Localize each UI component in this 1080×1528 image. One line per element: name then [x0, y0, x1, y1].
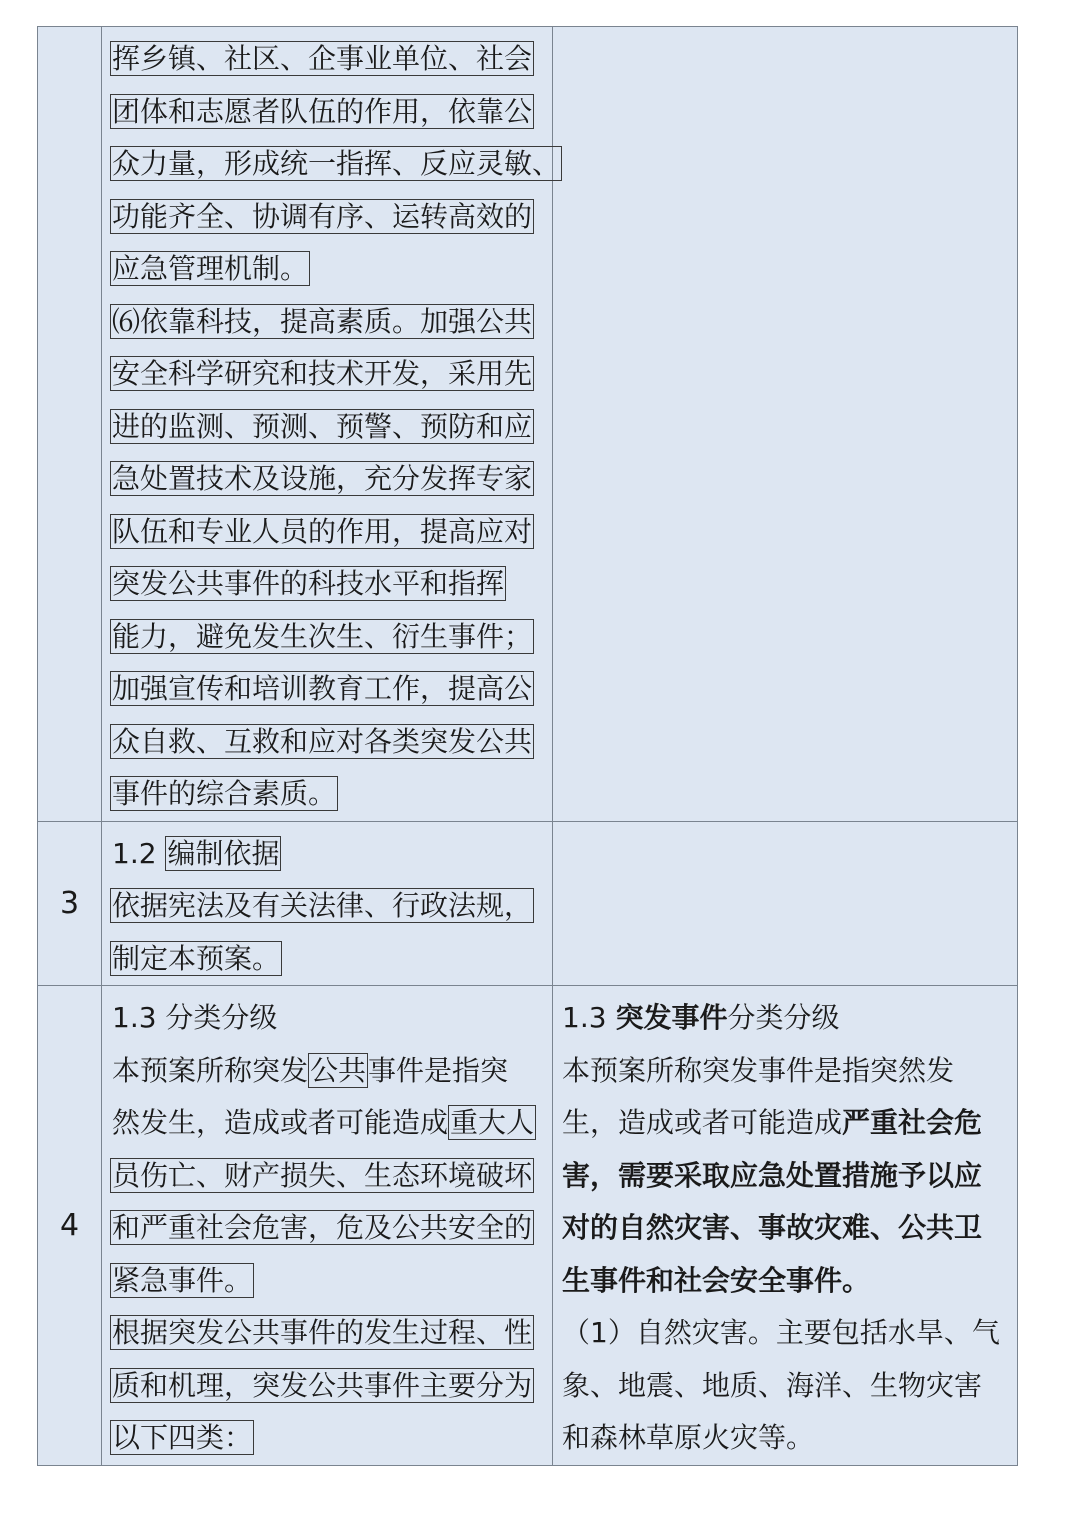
old-text-line: 制定本预案。	[112, 941, 281, 975]
new-text-line: 对的自然灾害、事故灾难、公共卫	[562, 1211, 983, 1244]
table-row	[38, 27, 1018, 822]
new-text-line: 和森林草原火灾等。	[562, 1421, 815, 1454]
new-text-cell	[553, 986, 1018, 1466]
table-row	[38, 986, 1018, 1466]
row-number-cell: 4	[38, 986, 102, 1466]
old-text-line: 根据突发公共事件的发生过程、性	[112, 1316, 533, 1349]
old-text-line: 团体和志愿者队伍的作用，依靠公	[112, 94, 533, 128]
old-text-line: 应急管理机制。	[112, 252, 309, 285]
row-number-cell	[38, 27, 102, 822]
old-heading: 1.2 编制依据	[112, 836, 280, 870]
new-text-line: （1）自然灾害。主要包括水旱、气	[562, 1316, 1000, 1349]
comparison-table	[37, 26, 1018, 1466]
old-text-line: 本预案所称突发公共事件是指突	[112, 1053, 509, 1087]
old-text-line: 众力量，形成统一指挥、反应灵敏、	[112, 147, 561, 180]
old-text-line: 和严重社会危害，危及公共安全的	[112, 1211, 533, 1244]
new-text-line: 生，造成或者可能造成严重社会危	[562, 1106, 983, 1139]
old-text-line: 能力，避免发生次生、衍生事件；	[112, 619, 533, 653]
new-text-cell	[553, 27, 1018, 822]
old-text-line: 挥乡镇、社区、企事业单位、社会	[112, 42, 533, 75]
old-text-cell	[102, 27, 561, 822]
old-text-line: 突发公共事件的科技水平和指挥	[112, 567, 505, 600]
old-text-line: 以下四类：	[112, 1421, 253, 1454]
old-text-line: 事件的综合素质。	[112, 777, 337, 810]
old-text-line: 队伍和专业人员的作用，提高应对	[112, 514, 533, 548]
old-text-line: 加强宣传和培训教育工作，提高公	[112, 672, 533, 705]
new-heading: 1.3 突发事件分类分级	[562, 1001, 840, 1034]
old-text-line: 质和机理，突发公共事件主要分为	[112, 1368, 533, 1402]
table-row	[38, 821, 1018, 986]
old-text-line: 进的监测、预测、预警、预防和应	[112, 409, 533, 443]
old-text-line: 员伤亡、财产损失、生态环境破坏	[112, 1158, 533, 1192]
old-text-line: 依据宪法及有关法律、行政法规，	[112, 889, 533, 922]
new-text-line: 害，需要采取应急处置措施予以应	[562, 1158, 983, 1192]
row-number-cell: 3	[38, 821, 102, 986]
old-text-line: 急处置技术及设施，充分发挥专家	[112, 462, 533, 495]
old-text-line: 安全科学研究和技术开发，采用先	[112, 357, 533, 390]
new-text-line: 生事件和社会安全事件。	[562, 1263, 871, 1297]
old-text-cell	[102, 986, 553, 1466]
old-text-line: 然发生，造成或者可能造成重大人	[112, 1106, 535, 1139]
old-heading: 1.3 分类分级	[112, 1001, 278, 1034]
old-text-cell	[102, 821, 553, 986]
new-text-line: 象、地震、地质、海洋、生物灾害	[562, 1368, 983, 1402]
new-text-cell	[553, 821, 1018, 986]
old-text-line: 功能齐全、协调有序、运转高效的	[112, 199, 533, 233]
old-text-line: 紧急事件。	[112, 1263, 253, 1297]
new-text-line: 本预案所称突发事件是指突然发	[562, 1053, 955, 1087]
old-text-line: 众自救、互救和应对各类突发公共	[112, 724, 533, 758]
old-text-line: ⑹依靠科技，提高素质。加强公共	[112, 304, 533, 338]
